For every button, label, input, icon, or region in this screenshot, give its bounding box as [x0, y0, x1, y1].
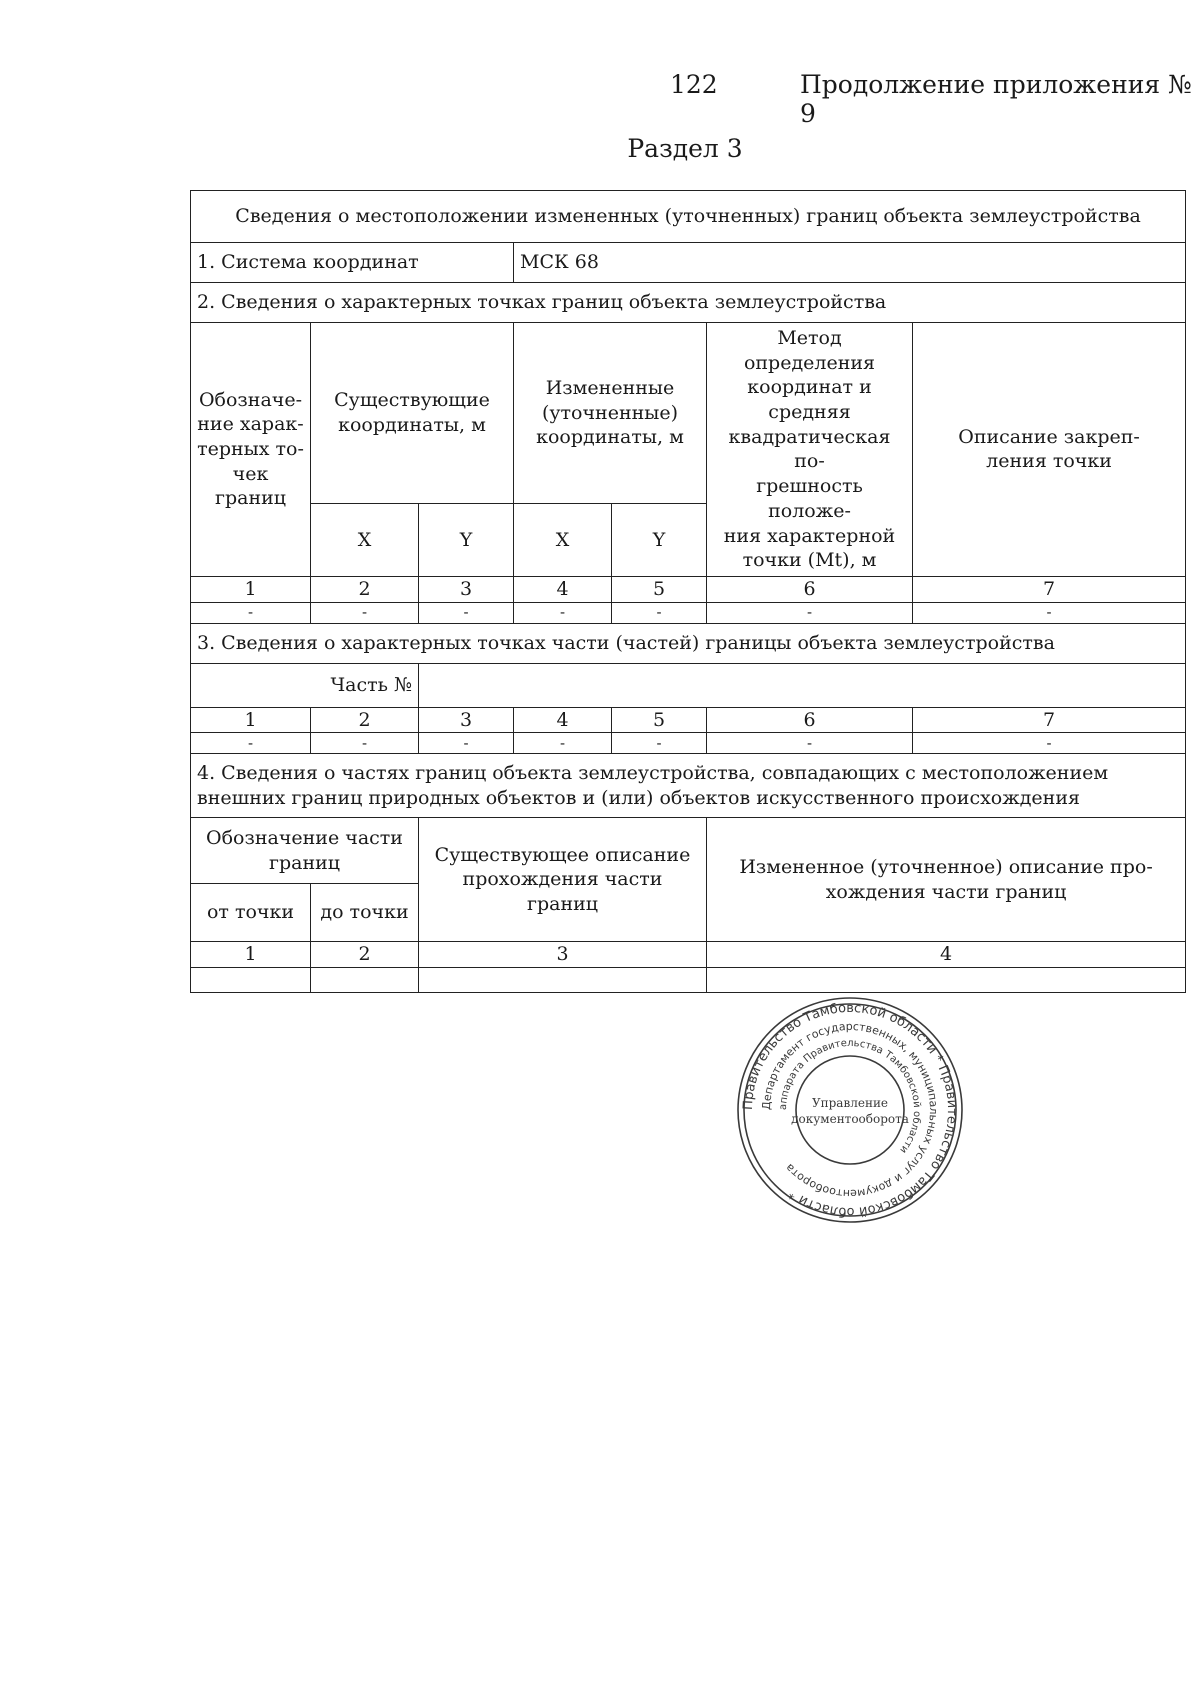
column-number: 5: [612, 576, 707, 602]
empty-value: -: [612, 602, 707, 623]
official-stamp: [735, 995, 965, 1225]
header-point-fixing: Описание закреп- ления точки: [913, 323, 1186, 577]
header-changed-y: Y: [612, 503, 707, 576]
column-number: 2: [311, 707, 419, 733]
header-method: Метод определения координат и средняя квадратическая по- грешность положе- ния характерной точки (Mt), м: [707, 323, 913, 577]
header-part-designation: Обозначение части границ: [191, 818, 419, 884]
part-number-label: Часть №: [191, 663, 419, 707]
empty-value: -: [419, 602, 514, 623]
page-number: 122: [670, 70, 718, 99]
column-number: 5: [612, 707, 707, 733]
empty-value: -: [514, 733, 612, 754]
empty-value: -: [707, 602, 913, 623]
column-number: 6: [707, 707, 913, 733]
empty-value: -: [612, 733, 707, 754]
section-3-title: 3. Сведения о характерных точках части (частей) границы объекта землеустройства: [191, 623, 1186, 663]
column-number: 1: [191, 576, 311, 602]
column-number: 4: [514, 576, 612, 602]
stamp-center-line-1: Управление: [811, 1096, 889, 1110]
header-existing-coords: Существующие координаты, м: [311, 323, 514, 504]
table-cell: [419, 967, 707, 992]
header-point-designation: Обозначе- ние харак- терных то- чек границ: [191, 323, 311, 577]
column-number: 3: [419, 707, 514, 733]
empty-value: -: [191, 733, 311, 754]
header-existing-description: Существующее описание прохождения части границ: [419, 818, 707, 942]
column-number: 3: [419, 576, 514, 602]
header-changed-x: X: [514, 503, 612, 576]
column-number: 6: [707, 576, 913, 602]
column-number: 4: [514, 707, 612, 733]
stamp-middle-text: Департамент государственных, муниципальных услуг и документооборота: [759, 1019, 941, 1201]
empty-value: -: [514, 602, 612, 623]
table-cell: [707, 967, 1186, 992]
column-number: 3: [419, 942, 707, 968]
table-row: [191, 707, 1186, 733]
header-existing-y: Y: [419, 503, 514, 576]
column-number: 2: [311, 576, 419, 602]
column-number: 7: [913, 576, 1186, 602]
section-2-title: 2. Сведения о характерных точках границ объекта землеустройства: [191, 283, 1186, 323]
stamp-inner-text: аппарата Правительства Тамбовской области: [777, 1037, 923, 1156]
appendix-note: Продолжение приложения № 9: [800, 70, 1192, 128]
table-row: [191, 733, 1186, 754]
table-cell: [191, 967, 311, 992]
coord-system-value: МСК 68: [514, 243, 1186, 283]
section-title: Раздел 3: [627, 134, 743, 163]
header-to-point: до точки: [311, 884, 419, 942]
empty-value: -: [419, 733, 514, 754]
column-number: 1: [191, 707, 311, 733]
column-number: 7: [913, 707, 1186, 733]
table-row: [191, 967, 1186, 992]
section-4-title: 4. Сведения о частях границ объекта землеустройства, совпадающих с местоположением внешних границ природных объектов и (или) объектов искусственного происхождения: [191, 754, 1186, 818]
boundary-form-table: [190, 190, 1186, 993]
table-title: Сведения о местоположении измененных (уточненных) границ объекта землеустройства: [191, 191, 1186, 243]
column-number: 1: [191, 942, 311, 968]
coord-system-label: 1. Система координат: [191, 243, 514, 283]
table-row: [191, 602, 1186, 623]
header-existing-x: X: [311, 503, 419, 576]
table-row: [191, 942, 1186, 968]
empty-value: -: [311, 733, 419, 754]
empty-value: -: [913, 733, 1186, 754]
header-changed-description: Измененное (уточненное) описание про- хождения части границ: [707, 818, 1186, 942]
table-row: [191, 576, 1186, 602]
empty-value: -: [191, 602, 311, 623]
part-number-value: [419, 663, 1186, 707]
header-changed-coords: Измененные (уточненные) координаты, м: [514, 323, 707, 504]
table-cell: [311, 967, 419, 992]
page-header: [0, 70, 1200, 128]
stamp-ring: [796, 1056, 904, 1164]
empty-value: -: [707, 733, 913, 754]
header-from-point: от точки: [191, 884, 311, 942]
empty-value: -: [913, 602, 1186, 623]
empty-value: -: [311, 602, 419, 623]
column-number: 2: [311, 942, 419, 968]
stamp-center-line-2: документооборота: [791, 1112, 909, 1126]
column-number: 4: [707, 942, 1186, 968]
stamp-outer-text: Правительство Тамбовской области * Правительство Тамбовской области *: [740, 1000, 960, 1220]
